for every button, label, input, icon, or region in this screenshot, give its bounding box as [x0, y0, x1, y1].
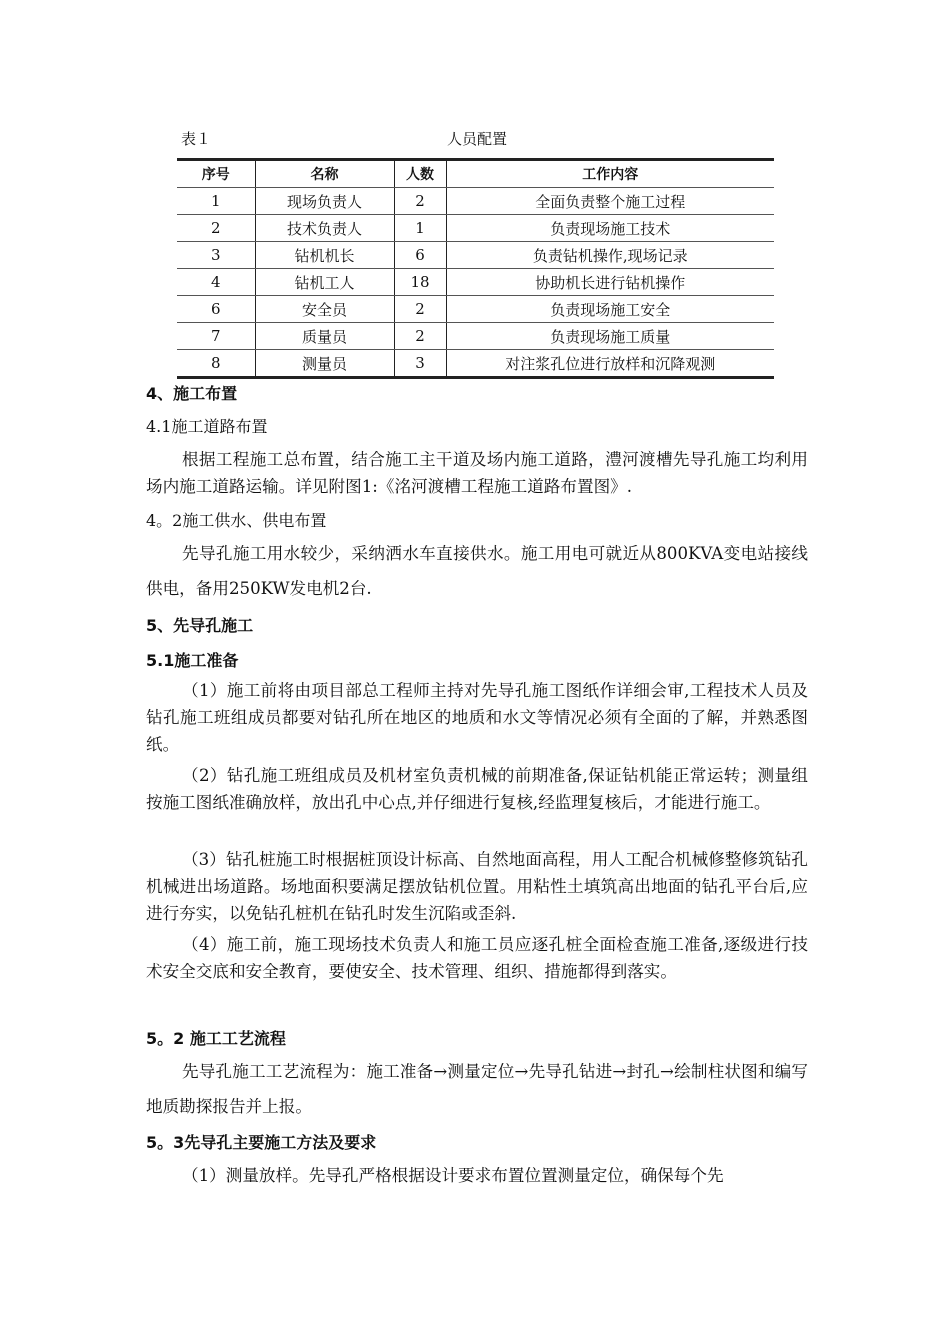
table-row: [177, 296, 774, 323]
table-row: [177, 215, 774, 242]
header-count: 人数: [394, 160, 446, 188]
cell-name: 钻机机长: [255, 242, 394, 269]
cell-count: 2: [394, 323, 446, 350]
table-row: [177, 350, 774, 378]
header-duty: 工作内容: [446, 160, 774, 188]
table-header-row: [177, 160, 774, 188]
cell-count: 3: [394, 350, 446, 378]
cell-count: 1: [394, 215, 446, 242]
header-name: 名称: [255, 160, 394, 188]
cell-index: 7: [177, 323, 255, 350]
cell-duty: 对注浆孔位进行放样和沉降观测: [446, 350, 774, 378]
cell-index: 4: [177, 269, 255, 296]
cell-name: 质量员: [255, 323, 394, 350]
cell-duty: 全面负责整个施工过程: [446, 188, 774, 215]
cell-index: 6: [177, 296, 255, 323]
cell-duty: 负责现场施工质量: [446, 323, 774, 350]
table-number: 表１: [181, 130, 212, 148]
cell-duty: 负责钻机操作,现场记录: [446, 242, 774, 269]
staff-table: [177, 158, 774, 379]
cell-index: 8: [177, 350, 255, 378]
cell-name: 钻机工人: [255, 269, 394, 296]
cell-count: 6: [394, 242, 446, 269]
section-4-2-paragraph: 先导孔施工用水较少，采纳洒水车直接供水。施工用电可就近从800KVA变电站接线供电，备用250KW发电机2台.: [146, 544, 808, 598]
section-5-3-heading: 5。3先导孔主要施工方法及要求: [146, 1133, 377, 1152]
cell-duty: 协助机长进行钻机操作: [446, 269, 774, 296]
cell-name: 现场负责人: [255, 188, 394, 215]
cell-count: 2: [394, 188, 446, 215]
section-5-2-paragraph: 先导孔施工工艺流程为：施工准备→测量定位→先导孔钻进→封孔→绘制柱状图和编写地质勘探报告并上报。: [146, 1062, 808, 1116]
section-5-2-heading: 5。2 施工工艺流程: [146, 1029, 286, 1048]
table-row: [177, 269, 774, 296]
section-5-heading: 5、先导孔施工: [146, 616, 254, 635]
section-4-heading: 4、施工布置: [146, 384, 238, 403]
cell-index: 1: [177, 188, 255, 215]
section-5-1-paragraph-1: （1）施工前将由项目部总工程师主持对先导孔施工图纸作详细会审,工程技术人员及钻孔施工班组成员都要对钻孔所在地区的地质和水文等情况必须有全面的了解，并熟悉图纸。: [146, 681, 808, 754]
table-caption: [181, 128, 773, 150]
cell-index: 2: [177, 215, 255, 242]
section-5-1-heading: 5.1施工准备: [146, 651, 239, 670]
section-5-1-paragraph-3: （3）钻孔桩施工时根据桩顶设计标高、自然地面高程，用人工配合机械修整修筑钻孔机械进出场道路。场地面积要满足摆放钻机位置。用粘性土填筑高出地面的钻孔平台后,应进行夯实，以免钻孔桩机在钻孔时发生沉陷或歪斜.: [146, 850, 808, 923]
section-4-2-heading: 4。2施工供水、供电布置: [146, 511, 327, 530]
section-4-1-paragraph: 根据工程施工总布置，结合施工主干道及场内施工道路，澧河渡槽先导孔施工均利用场内施工道路运输。详见附图1:《洺河渡槽工程施工道路布置图》.: [146, 450, 808, 496]
cell-name: 技术负责人: [255, 215, 394, 242]
cell-name: 测量员: [255, 350, 394, 378]
table-title: 人员配置: [446, 130, 507, 148]
cell-duty: 负责现场施工安全: [446, 296, 774, 323]
cell-count: 18: [394, 269, 446, 296]
cell-duty: 负责现场施工技术: [446, 215, 774, 242]
table-row: [177, 188, 774, 215]
section-5-3-paragraph-1: （1）测量放样。先导孔严格根据设计要求布置位置测量定位，确保每个先: [182, 1166, 724, 1185]
cell-count: 2: [394, 296, 446, 323]
section-4-1-heading: 4.1施工道路布置: [146, 417, 268, 436]
section-5-1-paragraph-2: （2）钻孔施工班组成员及机材室负责机械的前期准备,保证钻机能正常运转；测量组按施工图纸准确放样，放出孔中心点,并仔细进行复核,经监理复核后，才能进行施工。: [146, 766, 808, 812]
table-row: [177, 323, 774, 350]
section-5-1-paragraph-4: （4）施工前，施工现场技术负责人和施工员应逐孔桩全面检查施工准备,逐级进行技术安全交底和安全教育，要使安全、技术管理、组织、措施都得到落实。: [146, 935, 808, 981]
table-row: [177, 242, 774, 269]
cell-name: 安全员: [255, 296, 394, 323]
cell-index: 3: [177, 242, 255, 269]
header-index: 序号: [177, 160, 255, 188]
